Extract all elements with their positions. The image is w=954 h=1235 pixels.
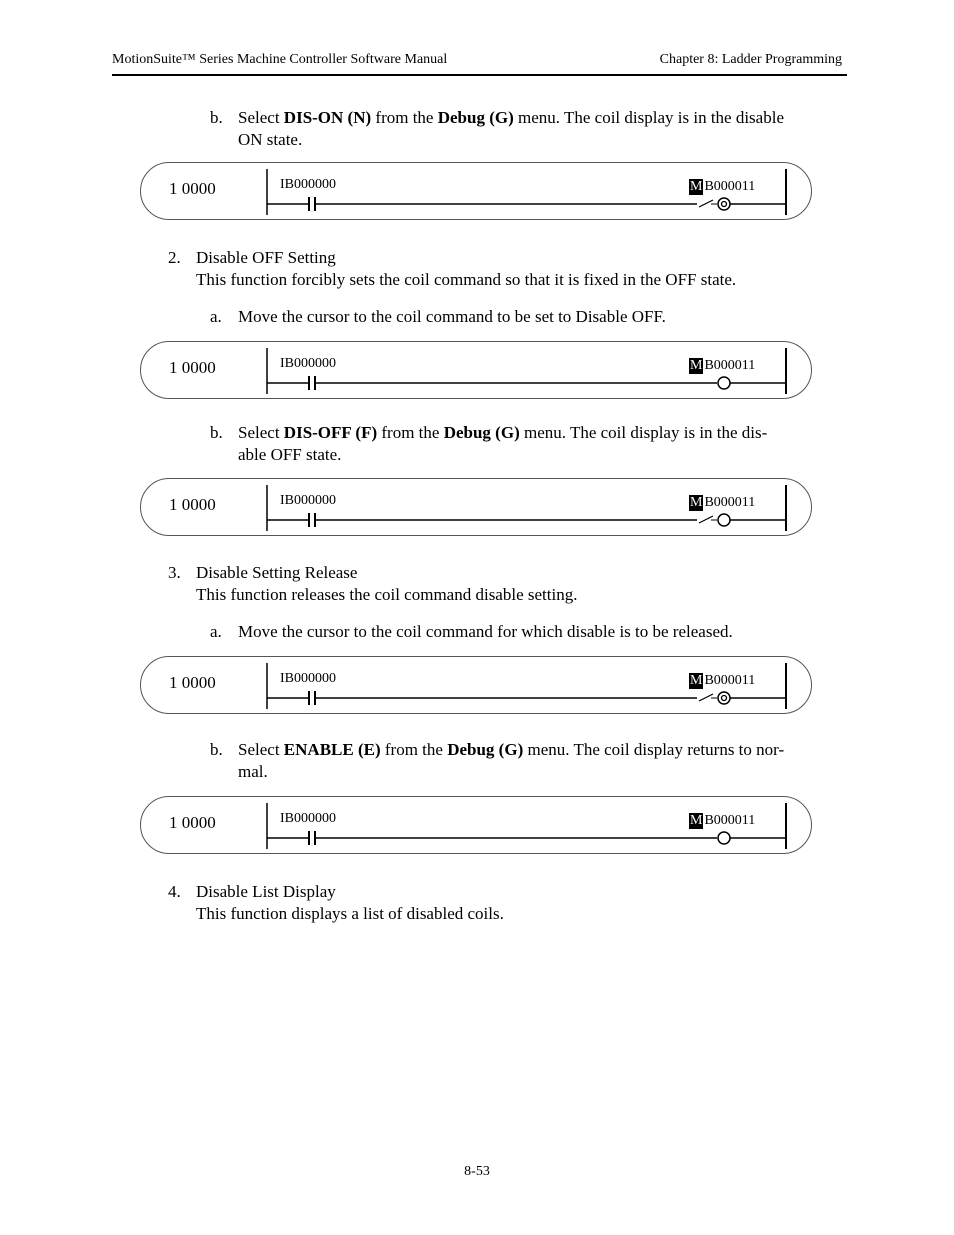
coil-address-text: B000011 [704, 358, 756, 373]
ladder-rung [140, 796, 812, 854]
coil-icon [718, 377, 730, 389]
contact-address: IB000000 [280, 177, 336, 192]
step-marker: b. [210, 108, 223, 127]
text-span: menu. The coil display is in the disable [513, 108, 784, 127]
contact-address: IB000000 [280, 811, 336, 826]
text-span: mal. [238, 762, 268, 781]
section-description: This function releases the coil command disable setting. [196, 585, 578, 604]
contact-address: IB000000 [280, 671, 336, 686]
text-span: menu. The coil display returns to nor- [523, 740, 785, 759]
contact-address: IB000000 [280, 493, 336, 508]
coil-prefix-highlight: M [690, 813, 703, 828]
rung-number: 1 0000 [169, 813, 216, 832]
menu-name: Debug (G) [437, 108, 514, 127]
step-3a-text: Move the cursor to the coil command for which disable is to be released. [238, 622, 733, 641]
rung-number: 1 0000 [169, 179, 216, 198]
section-description: This function displays a list of disabled coils. [196, 904, 504, 923]
coil-address-text: B000011 [704, 813, 756, 828]
section-title: Disable Setting Release [196, 563, 358, 582]
step-marker: a. [210, 307, 222, 326]
menu-command: DIS-OFF (F) [283, 423, 378, 442]
coil-icon [718, 692, 730, 704]
text-span: from the [380, 740, 448, 759]
step-marker: a. [210, 622, 222, 641]
coil-icon [718, 198, 730, 210]
disable-switch [699, 694, 713, 701]
step-2b-text [238, 422, 848, 466]
step-4-text [196, 881, 846, 925]
step-marker: 3. [168, 563, 181, 582]
rung-number: 1 0000 [169, 358, 216, 377]
coil-address [689, 813, 755, 829]
step-1b-text [238, 107, 848, 151]
contact-address: IB000000 [280, 356, 336, 371]
coil-address [689, 673, 755, 689]
coil-address-text: B000011 [704, 179, 756, 194]
menu-name: Debug (G) [447, 740, 524, 759]
text-span: Select [238, 423, 284, 442]
disable-switch [699, 200, 713, 207]
step-marker: b. [210, 423, 223, 442]
coil-prefix-highlight: M [690, 495, 703, 510]
coil-prefix-highlight: M [690, 358, 703, 373]
step-3-text [196, 562, 846, 606]
coil-icon [718, 514, 730, 526]
coil-address [689, 179, 755, 195]
text-span: able OFF state. [238, 445, 342, 464]
menu-command: ENABLE (E) [283, 740, 381, 759]
coil-address [689, 358, 755, 374]
step-3b-text [238, 739, 848, 783]
page-number: 8-53 [464, 1164, 490, 1179]
text-span: from the [371, 108, 438, 127]
running-header-chapter: Chapter 8: Ladder Programming [659, 52, 842, 67]
rung-number: 1 0000 [169, 673, 216, 692]
coil-address [689, 495, 755, 511]
step-marker: 4. [168, 882, 181, 901]
coil-prefix-highlight: M [690, 673, 703, 688]
disable-switch [699, 516, 713, 523]
step-2a-text: Move the cursor to the coil command to be set to Disable OFF. [238, 307, 666, 326]
step-2-text [196, 247, 846, 291]
menu-command: DIS-ON (N) [283, 108, 372, 127]
ladder-rung [140, 478, 812, 536]
header-rule [112, 74, 847, 76]
rung-number: 1 0000 [169, 495, 216, 514]
coil-address-text: B000011 [704, 495, 756, 510]
section-title: Disable OFF Setting [196, 248, 336, 267]
ladder-rung [140, 162, 812, 220]
text-span: ON state. [238, 130, 303, 149]
step-marker: 2. [168, 248, 181, 267]
menu-name: Debug (G) [443, 423, 520, 442]
text-span: from the [377, 423, 444, 442]
text-span: menu. The coil display is in the dis- [519, 423, 768, 442]
ladder-rung [140, 656, 812, 714]
coil-prefix-highlight: M [690, 179, 703, 194]
section-title: Disable List Display [196, 882, 336, 901]
section-description: This function forcibly sets the coil command so that it is fixed in the OFF state. [196, 270, 737, 289]
text-span: Select [238, 108, 284, 127]
ladder-rung [140, 341, 812, 399]
coil-address-text: B000011 [704, 673, 756, 688]
coil-icon [718, 832, 730, 844]
step-marker: b. [210, 740, 223, 759]
text-span: Select [238, 740, 284, 759]
running-header-title: MotionSuite™ Series Machine Controller Software Manual [112, 52, 448, 67]
